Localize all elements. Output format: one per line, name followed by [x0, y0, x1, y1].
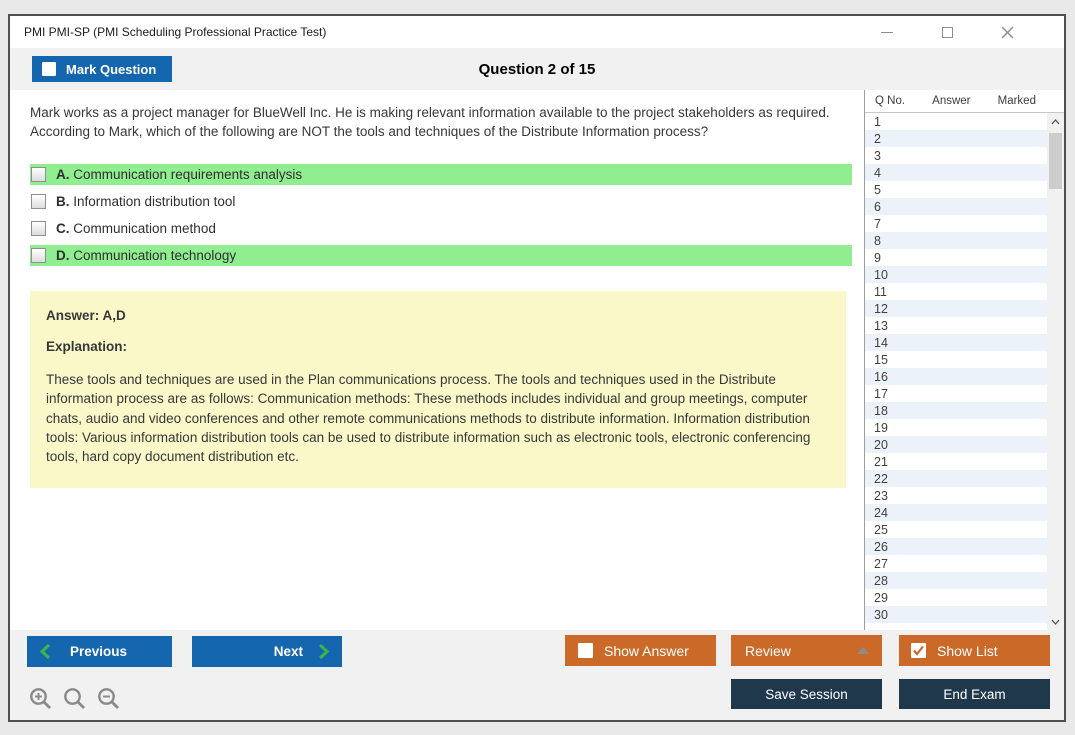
minimize-icon[interactable]	[880, 25, 894, 39]
show-answer-button[interactable]	[565, 635, 716, 666]
question-number: 14	[874, 335, 888, 350]
question-list-row[interactable]	[865, 164, 1047, 181]
question-number: 3	[874, 148, 881, 163]
save-session-label: Save Session	[765, 686, 848, 702]
previous-button[interactable]	[27, 636, 172, 667]
option-label: A. Communication requirements analysis	[56, 167, 303, 183]
content-area	[10, 90, 1064, 630]
question-list-row[interactable]	[865, 402, 1047, 419]
chevron-left-icon	[40, 644, 50, 659]
question-number: 30	[874, 607, 888, 622]
end-exam-button[interactable]	[899, 679, 1050, 709]
question-list-row[interactable]	[865, 147, 1047, 164]
question-number: 21	[874, 454, 888, 469]
question-list-sidebar	[864, 90, 1064, 630]
question-number: 1	[874, 114, 881, 129]
question-list-row[interactable]	[865, 215, 1047, 232]
question-number: 8	[874, 233, 881, 248]
previous-label: Previous	[70, 644, 128, 659]
question-number: 23	[874, 488, 888, 503]
question-list-row[interactable]	[865, 351, 1047, 368]
explanation-text: These tools and techniques are used in the Plan communications process. The tools and techniques used in the Distribute information process are as follows: Communication methods: These methods includes individual and group meetings, computer chats, audio and video conferences and other remote communications methods to distribute information. Information distribution tools: Various information distribution tools can be used to distribute information such as electronic tools, electronic conferencing tools, hard copy document distribution etc.	[46, 372, 811, 464]
next-label: Next	[273, 644, 303, 659]
answer-option[interactable]	[30, 164, 852, 185]
window-controls	[880, 25, 1050, 39]
question-text: Mark works as a project manager for BlueWell Inc. He is making relevant information available to the project stakeholders as required. According to Mark, which of the following are NOT the tools and techniques of the Distribute Information process?	[30, 105, 830, 140]
question-list-row[interactable]	[865, 555, 1047, 572]
question-number: 2	[874, 131, 881, 146]
save-session-button[interactable]	[731, 679, 882, 709]
question-number: 22	[874, 471, 888, 486]
question-number: 19	[874, 420, 888, 435]
end-exam-label: End Exam	[943, 686, 1006, 702]
header-answer: Answer	[932, 95, 971, 107]
question-number: 11	[874, 284, 887, 299]
question-number: 25	[874, 522, 888, 537]
question-number: 6	[874, 199, 881, 214]
zoom-out-icon[interactable]	[96, 686, 122, 712]
question-number: 13	[874, 318, 888, 333]
question-list-row[interactable]	[865, 436, 1047, 453]
review-label: Review	[745, 642, 791, 659]
review-button[interactable]	[731, 635, 882, 666]
question-list-header	[865, 90, 1064, 113]
question-list-row[interactable]	[865, 334, 1047, 351]
question-list-row[interactable]	[865, 266, 1047, 283]
question-pane	[10, 90, 864, 630]
answer-line: Answer: A,D	[46, 308, 126, 324]
question-list-row[interactable]	[865, 130, 1047, 147]
question-number: 10	[874, 267, 888, 282]
question-number: 7	[874, 216, 881, 231]
question-list-row[interactable]	[865, 300, 1047, 317]
zoom-controls	[28, 686, 122, 712]
option-checkbox[interactable]	[31, 167, 46, 182]
question-number: 15	[874, 352, 888, 367]
header-marked: Marked	[997, 95, 1036, 107]
scroll-down-icon[interactable]	[1047, 613, 1064, 630]
show-list-checkbox-icon[interactable]	[911, 643, 926, 658]
question-list-row[interactable]	[865, 249, 1047, 266]
mark-question-label: Mark Question	[66, 61, 157, 77]
question-list-row[interactable]	[865, 181, 1047, 198]
show-list-button[interactable]	[899, 635, 1050, 666]
dropdown-up-triangle-icon	[857, 647, 869, 654]
question-list-row[interactable]	[865, 317, 1047, 334]
question-list-row[interactable]	[865, 198, 1047, 215]
question-number: 4	[874, 165, 881, 180]
question-list-scrollbar[interactable]	[1047, 113, 1064, 630]
question-number: 29	[874, 590, 888, 605]
next-button[interactable]	[192, 636, 342, 667]
scrollbar-thumb[interactable]	[1049, 133, 1062, 189]
question-number: 27	[874, 556, 888, 571]
close-icon[interactable]	[1000, 25, 1014, 39]
question-list-row[interactable]	[865, 283, 1047, 300]
zoom-in-icon[interactable]	[28, 686, 54, 712]
explanation-panel	[30, 291, 846, 488]
scroll-up-icon[interactable]	[1047, 113, 1064, 130]
question-list-row[interactable]	[865, 521, 1047, 538]
question-list-row[interactable]	[865, 606, 1047, 623]
answer-option[interactable]	[30, 218, 852, 239]
title-bar	[10, 16, 1064, 48]
footer-band	[10, 630, 1064, 720]
question-number: 20	[874, 437, 888, 452]
question-list-row[interactable]	[865, 538, 1047, 555]
option-label: B. Information distribution tool	[56, 194, 236, 210]
question-number: 18	[874, 403, 888, 418]
question-number: 12	[874, 301, 888, 316]
question-list-row[interactable]	[865, 470, 1047, 487]
mark-question-checkbox-icon[interactable]	[42, 62, 56, 76]
question-list-row[interactable]	[865, 453, 1047, 470]
header-qno: Q No.	[875, 95, 906, 107]
question-counter: Question 2 of 15	[478, 60, 596, 78]
question-number: 5	[874, 182, 881, 197]
answer-option[interactable]	[30, 191, 852, 212]
mark-question-button[interactable]	[32, 56, 172, 82]
question-list-row[interactable]	[865, 589, 1047, 606]
chevron-right-icon	[319, 644, 329, 659]
show-list-label: Show List	[937, 642, 998, 659]
options-list	[30, 164, 852, 266]
question-list-row[interactable]	[865, 487, 1047, 504]
question-number: 24	[874, 505, 888, 520]
maximize-icon[interactable]	[940, 25, 954, 39]
show-answer-label: Show Answer	[604, 642, 689, 659]
option-checkbox[interactable]	[31, 221, 46, 236]
question-list-row[interactable]	[865, 572, 1047, 589]
question-list-row[interactable]	[865, 368, 1047, 385]
question-number: 16	[874, 369, 888, 384]
explanation-label: Explanation:	[46, 339, 128, 355]
question-number: 26	[874, 539, 888, 554]
question-number: 9	[874, 250, 881, 265]
question-list-row[interactable]	[865, 419, 1047, 436]
option-label: C. Communication method	[56, 221, 216, 237]
answer-option[interactable]	[30, 245, 852, 266]
header-band	[10, 48, 1064, 90]
question-list-row[interactable]	[865, 504, 1047, 521]
show-answer-checkbox-icon[interactable]	[578, 643, 593, 658]
question-list-body-wrap	[865, 113, 1064, 630]
question-number: 28	[874, 573, 888, 588]
option-checkbox[interactable]	[31, 248, 46, 263]
question-list-row[interactable]	[865, 113, 1047, 130]
question-list-row[interactable]	[865, 385, 1047, 402]
question-list-body	[865, 113, 1047, 630]
window-title: PMI PMI-SP (PMI Scheduling Professional Practice Test)	[24, 25, 327, 39]
option-checkbox[interactable]	[31, 194, 46, 209]
question-list-row[interactable]	[865, 232, 1047, 249]
option-label: D. Communication technology	[56, 248, 237, 264]
question-number: 17	[874, 386, 888, 401]
zoom-reset-icon[interactable]	[62, 686, 88, 712]
app-window	[8, 14, 1066, 722]
